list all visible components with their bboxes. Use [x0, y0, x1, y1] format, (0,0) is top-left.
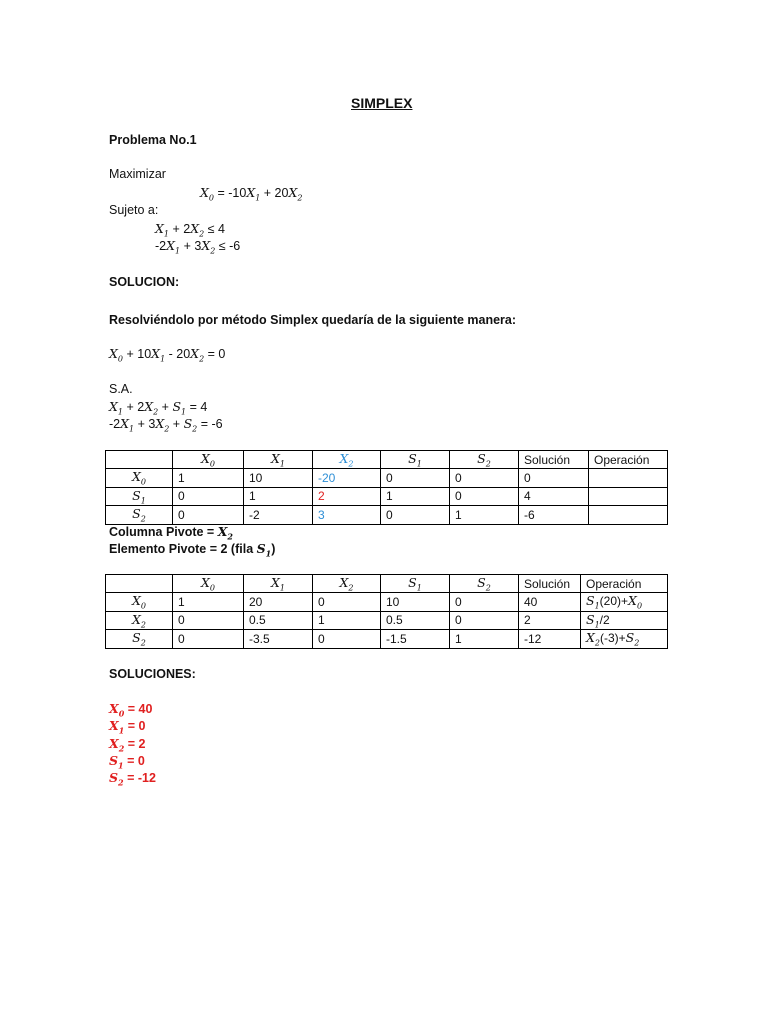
solutions-heading: SOLUCIONES: — [109, 667, 196, 681]
operation-cell: $S_1/2$ — [581, 611, 668, 629]
objective-equation: $X_0 + 10X_1 - 20X_2 = 0$ — [109, 346, 226, 364]
corner-cell — [106, 575, 173, 593]
cell: -12 — [519, 630, 581, 648]
header-x2: $X_2$ — [313, 575, 381, 593]
operation-cell: $X_2(-3)+S_2$ — [581, 630, 668, 648]
cell: 0 — [381, 506, 450, 524]
problem-heading: Problema No.1 — [109, 133, 197, 147]
solution-x2: $X_2 = 2$ — [109, 736, 146, 754]
cell: 1 — [313, 611, 381, 629]
corner-cell — [106, 451, 173, 469]
header-x2: $X_2$ — [313, 451, 381, 469]
cell: 0 — [519, 469, 589, 487]
cell: 0 — [173, 487, 244, 505]
solution-s1: $S_1 = 0$ — [109, 753, 145, 771]
header-x1: $X_1$ — [244, 575, 313, 593]
table-row — [106, 506, 668, 524]
cell: 0.5 — [244, 611, 313, 629]
cell: 1 — [173, 593, 244, 611]
cell: 1 — [173, 469, 244, 487]
table-row — [106, 469, 668, 487]
header-x0: $X_0$ — [173, 451, 244, 469]
operation-cell: $S_1(20)+X_0$ — [581, 593, 668, 611]
header-s1: $S_1$ — [381, 575, 450, 593]
cell: 3 — [313, 506, 381, 524]
row-label: $S_1$ — [106, 487, 173, 505]
cell — [589, 506, 668, 524]
cell: 0 — [450, 593, 519, 611]
header-solucion: Solución — [519, 451, 589, 469]
pivot-column-note: Columna Pivote = $X_2$ — [109, 524, 233, 542]
objective-function: $X_0 = -10X_1 + 20X_2$ — [200, 185, 303, 203]
page-title: SIMPLEX — [351, 95, 413, 111]
cell: 0 — [381, 469, 450, 487]
simplex-table-final — [105, 574, 668, 649]
row-label: $S_2$ — [106, 506, 173, 524]
row-label: $S_2$ — [106, 630, 173, 648]
sa-equation-1: $X_1 + 2X_2 + S_1 = 4$ — [109, 399, 208, 417]
header-operacion: Operación — [581, 575, 668, 593]
header-s2: $S_2$ — [450, 451, 519, 469]
header-s1: $S_1$ — [381, 451, 450, 469]
cell: 0.5 — [381, 611, 450, 629]
cell: 0 — [173, 630, 244, 648]
header-x1: $X_1$ — [244, 451, 313, 469]
cell: -1.5 — [381, 630, 450, 648]
cell: 1 — [450, 630, 519, 648]
table-row — [106, 611, 668, 629]
cell: -20 — [313, 469, 381, 487]
cell: 10 — [244, 469, 313, 487]
solution-x0: $X_0 = 40$ — [109, 701, 153, 719]
cell: 0 — [450, 611, 519, 629]
row-label: $X_2$ — [106, 611, 173, 629]
header-s2: $S_2$ — [450, 575, 519, 593]
cell: 20 — [244, 593, 313, 611]
header-solucion: Solución — [519, 575, 581, 593]
table-header-row — [106, 575, 668, 593]
cell — [589, 469, 668, 487]
table-row — [106, 630, 668, 648]
sa-label: S.A. — [109, 382, 133, 396]
solution-x1: $X_1 = 0$ — [109, 718, 146, 736]
cell: 1 — [381, 487, 450, 505]
cell: 0 — [450, 469, 519, 487]
maximize-label: Maximizar — [109, 167, 166, 181]
cell: 1 — [244, 487, 313, 505]
header-x0: $X_0$ — [173, 575, 244, 593]
cell: 0 — [313, 630, 381, 648]
cell: -2 — [244, 506, 313, 524]
pivot-cell: 2 — [313, 487, 381, 505]
cell: 2 — [519, 611, 581, 629]
cell: 0 — [173, 611, 244, 629]
cell: 0 — [313, 593, 381, 611]
table-row — [106, 593, 668, 611]
cell: -3.5 — [244, 630, 313, 648]
sa-equation-2: $-2X_1 + 3X_2 + S_2 = -6$ — [109, 416, 223, 434]
pivot-element-note: Elemento Pivote = 2 (fila $S_1$) — [109, 541, 276, 559]
cell: 0 — [450, 487, 519, 505]
table-row — [106, 487, 668, 505]
simplex-table-initial — [105, 450, 668, 525]
row-label: $X_0$ — [106, 593, 173, 611]
cell: 10 — [381, 593, 450, 611]
table-header-row — [106, 451, 668, 469]
constraint-2: $-2X_1 + 3X_2 \le -6$ — [155, 238, 241, 256]
cell: 40 — [519, 593, 581, 611]
cell: 1 — [450, 506, 519, 524]
cell: 0 — [173, 506, 244, 524]
row-label: $X_0$ — [106, 469, 173, 487]
cell: 4 — [519, 487, 589, 505]
solution-heading: SOLUCION: — [109, 275, 180, 289]
cell — [589, 487, 668, 505]
header-operacion: Operación — [589, 451, 668, 469]
intro-text: Resolviéndolo por método Simplex quedaría de la siguiente manera: — [109, 313, 517, 327]
cell: -6 — [519, 506, 589, 524]
solution-s2: $S_2 = -12$ — [109, 770, 156, 788]
subject-label: Sujeto a: — [109, 203, 159, 217]
constraint-1: $X_1 + 2X_2 \le 4$ — [155, 221, 225, 239]
